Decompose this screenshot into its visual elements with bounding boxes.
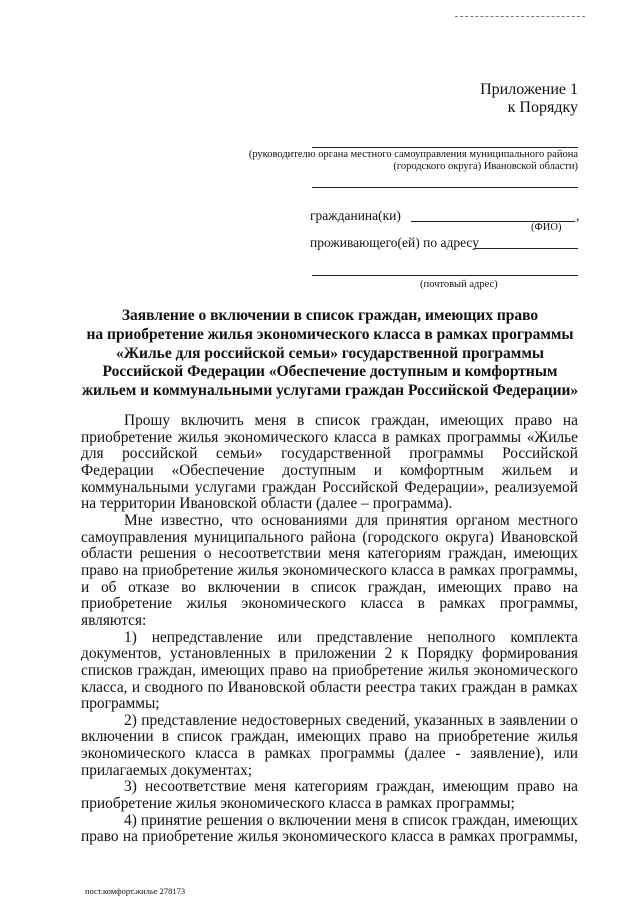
word: (городского <box>362 528 439 546</box>
word: на <box>414 728 430 746</box>
word: на <box>562 578 578 596</box>
word: жилья <box>186 595 228 613</box>
word: включить <box>180 412 244 429</box>
title-line: на приобретение жилья экономического класса в рамках программы <box>86 325 574 343</box>
word: непредставление <box>151 628 263 646</box>
word: представление <box>141 711 238 729</box>
word: о <box>203 545 212 563</box>
word: класса <box>391 561 434 579</box>
title-line: Российской Федерации «Обеспечение доступным и комфортным <box>102 363 558 381</box>
word: об <box>100 578 117 596</box>
word: 4) <box>124 811 137 829</box>
word: имеющих <box>513 545 578 563</box>
word: установленных <box>170 645 271 663</box>
recipient-line <box>312 147 578 148</box>
word: коммунальными <box>81 478 189 496</box>
word: граждан <box>461 678 516 696</box>
word: Российской <box>502 445 578 463</box>
word: таких <box>419 678 458 696</box>
word: рамках <box>395 428 442 446</box>
word: приобретение <box>332 661 424 679</box>
word: граждан, <box>230 728 289 746</box>
word: комфортным <box>399 461 484 479</box>
word: список <box>310 578 357 596</box>
recipient-caption-2: (городского округа) Ивановской области) <box>393 161 578 172</box>
word: имеющих <box>296 728 362 746</box>
text-line <box>81 779 578 796</box>
word: округа) <box>445 528 494 546</box>
word: заявлении <box>499 711 566 729</box>
word: по <box>207 678 224 696</box>
list-item-4 <box>81 813 578 846</box>
word: программы, <box>499 561 578 579</box>
word: комплекта <box>510 628 578 646</box>
word: (далее <box>404 745 446 763</box>
word: включении <box>81 728 154 746</box>
word: класса <box>360 595 404 613</box>
text-line <box>81 596 578 613</box>
text-line <box>81 530 578 547</box>
word: экономического <box>81 745 186 763</box>
word: в <box>247 745 255 763</box>
word: Порядку <box>416 645 474 663</box>
word: доступным <box>282 461 356 479</box>
word: имеющих <box>439 412 504 429</box>
word: меня <box>254 412 287 429</box>
word: к <box>400 645 409 663</box>
word: - <box>455 745 461 763</box>
word: включении <box>278 811 352 829</box>
word: муниципального <box>193 528 304 546</box>
word: принятия <box>386 511 448 529</box>
word: Ивановской <box>500 528 578 546</box>
word: Российской <box>322 478 399 496</box>
word: экономического <box>282 828 387 846</box>
word: жилья <box>428 661 469 679</box>
word: имеющим <box>442 778 509 796</box>
word: программы <box>446 428 522 446</box>
word: рамках <box>449 828 496 846</box>
word: жилья <box>537 728 578 746</box>
word: органом <box>455 511 510 529</box>
word: граждан, <box>376 778 435 796</box>
word: меня <box>355 811 388 829</box>
word: приложении <box>294 645 376 663</box>
word: приобретение <box>142 561 234 579</box>
text-line: являются: <box>81 611 147 629</box>
word: право <box>81 561 119 579</box>
text-line: программы; <box>81 695 160 713</box>
citizen-comma: , <box>576 208 580 223</box>
postal-caption: (почтовый адрес) <box>420 279 498 290</box>
title-line: жильем и коммунальными услугами граждан Российской Федерации» <box>81 382 579 400</box>
word: программы <box>409 445 484 463</box>
word: экономического <box>241 595 347 613</box>
word: решения <box>206 811 263 829</box>
word: список <box>314 412 361 429</box>
word: сводного <box>144 678 204 696</box>
word: о <box>266 811 275 829</box>
word: района <box>310 528 356 546</box>
word: приобретение <box>81 428 173 446</box>
word: и <box>81 578 90 596</box>
word: рамках <box>264 745 311 763</box>
word: списков <box>81 661 133 679</box>
word: включении <box>207 578 281 596</box>
word: сведений, <box>345 711 410 729</box>
word: для <box>81 445 104 463</box>
word: решения <box>139 545 197 563</box>
word: недостоверных <box>241 711 342 729</box>
text-line <box>81 463 578 480</box>
appendix-number: Приложение 1 <box>480 81 578 98</box>
text-line <box>81 563 578 580</box>
word: документов, <box>81 645 162 663</box>
word: право <box>269 661 308 679</box>
title-line: «Жилье для российской семьи» государственной программы <box>115 344 544 362</box>
word: право <box>81 828 119 846</box>
word: граждан, <box>370 412 430 429</box>
word: в <box>437 828 446 846</box>
word: программы, <box>499 595 578 613</box>
word: 1) <box>124 628 137 646</box>
word: в <box>297 412 305 429</box>
footer-code: пост.комфорт.жилье 278173 <box>85 886 186 896</box>
word: имеющих <box>200 661 265 679</box>
word: в <box>382 428 390 446</box>
word: Федерации», <box>404 478 489 496</box>
word: в <box>417 595 425 613</box>
text-line <box>81 480 578 497</box>
word: формирования <box>481 645 578 663</box>
word: экономического <box>282 561 387 579</box>
text-line <box>81 546 578 563</box>
top-dashed-rule <box>455 16 585 17</box>
word: класса, <box>81 678 128 696</box>
word: «Обеспечение <box>171 461 265 479</box>
word: список <box>402 811 448 829</box>
word: местного <box>517 511 578 529</box>
word: категориям <box>367 545 442 563</box>
word: принятие <box>140 811 203 829</box>
word: граждан, <box>367 578 427 596</box>
word: 2) <box>124 711 137 729</box>
word: на <box>562 778 578 796</box>
word: рамках <box>439 595 486 613</box>
word: в <box>437 561 446 579</box>
word: неполного <box>427 628 496 646</box>
word: в <box>291 578 300 596</box>
text-line <box>81 746 578 763</box>
word: Прошу <box>124 412 171 429</box>
word: меня <box>328 545 361 563</box>
word: в <box>520 678 528 696</box>
text-line <box>81 729 578 746</box>
word: право <box>514 412 553 429</box>
word: программы, <box>499 828 578 846</box>
word: граждан, <box>448 545 507 563</box>
text-line <box>81 829 578 846</box>
word: заявление), <box>470 745 545 763</box>
word: категориям <box>294 778 368 796</box>
word: услугами <box>194 478 256 496</box>
word: или <box>553 745 578 763</box>
document-title <box>60 307 600 401</box>
word: реестра <box>365 678 416 696</box>
word: известно, <box>160 511 223 529</box>
word: право <box>517 778 555 796</box>
word: и <box>373 461 383 479</box>
paragraph-request <box>81 413 578 513</box>
word: жильем <box>501 461 552 479</box>
word: класса <box>195 745 238 763</box>
word: на <box>122 828 138 846</box>
word: во <box>181 578 196 596</box>
word: реализуемой <box>494 478 578 496</box>
paragraph-grounds <box>81 513 578 630</box>
text-line: приобретение жилья экономического класса в рамках программы; <box>81 795 515 813</box>
text-line <box>81 680 578 697</box>
word: и <box>131 678 141 696</box>
word: на <box>122 561 138 579</box>
word: и <box>569 461 578 479</box>
document-body <box>81 413 578 846</box>
word: в <box>278 645 287 663</box>
word: отказе <box>128 578 170 596</box>
word: 3) <box>124 778 137 796</box>
word: на <box>312 661 328 679</box>
word: Федерации <box>81 461 154 479</box>
list-item-3 <box>81 779 578 812</box>
text-line <box>81 813 578 830</box>
word: несоответствии <box>218 545 322 563</box>
word: экономического <box>473 661 578 679</box>
text-line <box>81 630 578 647</box>
word: приобретение <box>81 595 173 613</box>
word: экономического <box>223 428 329 446</box>
word: право <box>513 578 552 596</box>
word: основаниями <box>261 511 348 529</box>
word: жилья <box>177 428 219 446</box>
word: жилья <box>237 828 279 846</box>
word: представление <box>316 628 413 646</box>
word: класса <box>391 828 434 846</box>
word: рамках <box>531 678 578 696</box>
word: класса <box>334 428 377 446</box>
word: имеющих <box>513 811 578 829</box>
address-label: проживающего(ей) по адресу <box>310 235 479 250</box>
word: области <box>81 545 133 563</box>
text-line <box>81 446 578 463</box>
word: на <box>562 412 578 429</box>
word: право <box>369 728 407 746</box>
word: несоответствие <box>145 778 247 796</box>
word: граждан, <box>137 661 196 679</box>
text-line <box>81 430 578 447</box>
recipient-caption-1: (руководителю органа местного самоуправления муниципального района <box>248 149 578 160</box>
address-line <box>474 248 578 249</box>
title-line: Заявление о включении в список граждан, имеющих право <box>121 307 539 324</box>
word: указанных <box>414 711 484 729</box>
recipient-line-2 <box>312 187 578 188</box>
text-line <box>81 646 578 663</box>
word: в <box>161 728 170 746</box>
text-line <box>81 580 578 597</box>
word: жилья <box>237 561 279 579</box>
word: в <box>391 811 399 829</box>
word: «Жилье <box>526 428 578 446</box>
word: Ивановской <box>227 678 306 696</box>
text-line <box>81 513 578 530</box>
word: о <box>570 711 578 729</box>
list-item-2 <box>81 713 578 780</box>
fio-caption: (ФИО) <box>531 222 562 233</box>
word: граждан <box>261 478 317 496</box>
text-line <box>81 713 578 730</box>
text-line: на территории Ивановской области (далее – программа). <box>81 495 453 513</box>
text-line <box>81 413 578 430</box>
text-line: прилагаемых документах; <box>81 761 253 779</box>
word: или <box>277 628 302 646</box>
word: в <box>487 711 496 729</box>
word: граждан, <box>451 811 510 829</box>
word: 2 <box>384 645 393 663</box>
text-line <box>81 663 578 680</box>
appendix-reference: к Порядку <box>507 99 578 116</box>
citizen-label: гражданина(ки) <box>310 208 401 223</box>
word: государственной <box>281 445 391 463</box>
word: для <box>355 511 379 529</box>
word: Мне <box>124 511 153 529</box>
address-line-2 <box>312 275 578 276</box>
word: меня <box>254 778 287 796</box>
word: приобретение <box>142 828 234 846</box>
word: рамках <box>449 561 496 579</box>
list-item-1 <box>81 630 578 713</box>
word: имеющих <box>437 578 502 596</box>
word: семьи» <box>216 445 263 463</box>
word: приобретение <box>438 728 530 746</box>
word: что <box>231 511 253 529</box>
word: российской <box>122 445 198 463</box>
word: программы <box>320 745 395 763</box>
word: самоуправления <box>81 528 188 546</box>
word: список <box>177 728 223 746</box>
word: области <box>309 678 362 696</box>
